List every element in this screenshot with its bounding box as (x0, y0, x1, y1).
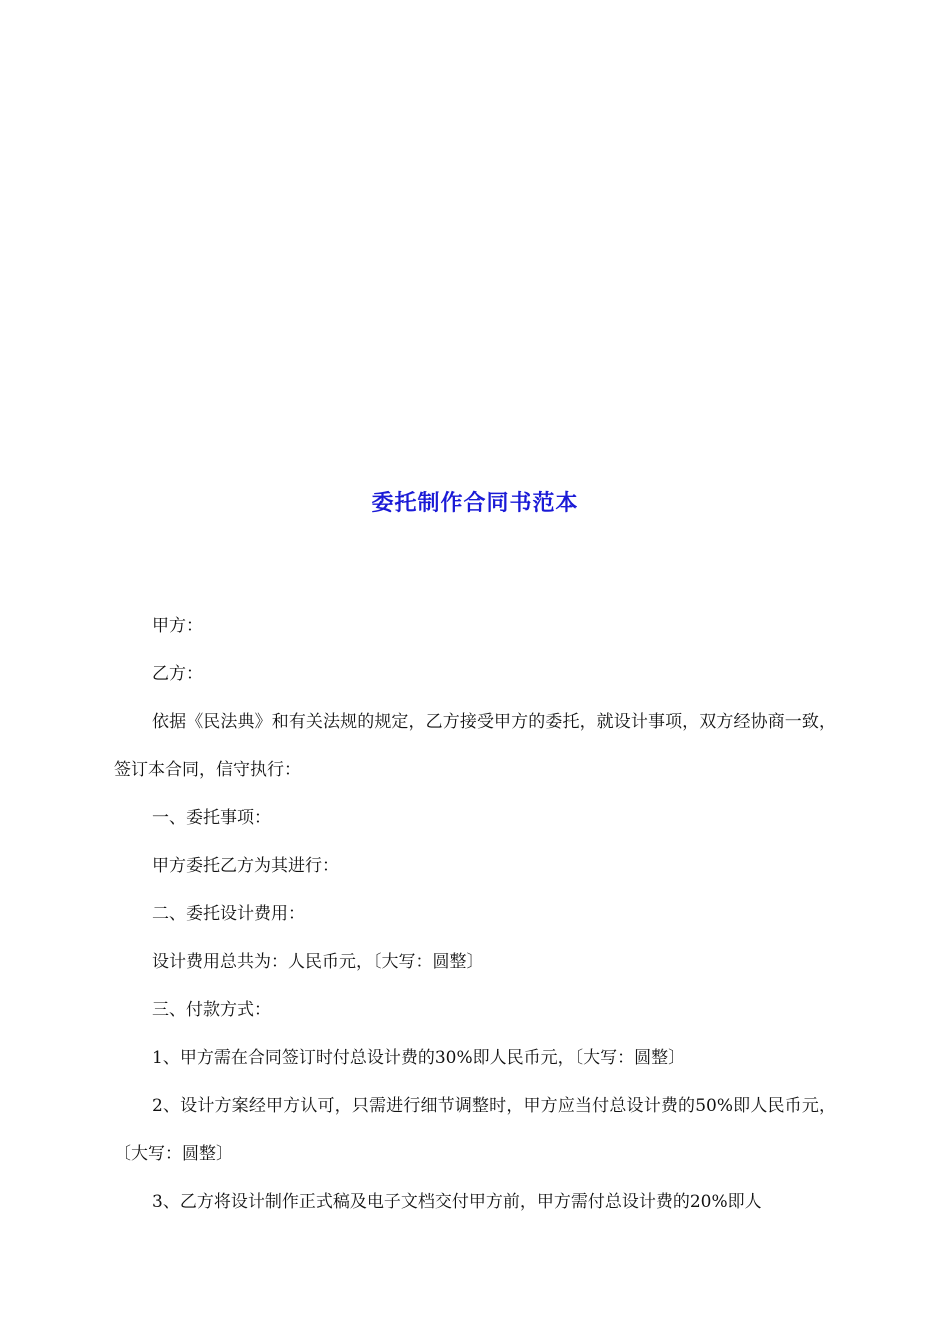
payment-item-1: 1、甲方需在合同签订时付总设计费的30%即人民币元，〔大写：圆整〕 (152, 1048, 686, 1068)
section-heading-payment: 三、付款方式： (152, 1000, 271, 1020)
party-b-line: 乙方： (152, 664, 203, 684)
preamble-paragraph: 依据《民法典》和有关法规的规定，乙方接受甲方的委托，就设计事项，双方经协商一致，签订本合同，信守执行： (114, 712, 836, 780)
section-heading-fees: 二、委托设计费用： (152, 904, 305, 924)
section-heading-commission: 一、委托事项： (152, 808, 271, 828)
fees-paragraph: 设计费用总共为：人民币元，〔大写：圆整〕 (152, 952, 484, 972)
document-title: 委托制作合同书范本 (371, 491, 579, 516)
payment-item-2: 2、设计方案经甲方认可，只需进行细节调整时，甲方应当付总设计费的50%即人民币元，〔大写：圆整〕 (114, 1096, 836, 1164)
commission-paragraph: 甲方委托乙方为其进行： (152, 856, 339, 876)
party-a-line: 甲方： (152, 616, 203, 636)
document-body (114, 602, 836, 1226)
payment-item-3: 3、乙方将设计制作正式稿及电子文档交付甲方前，甲方需付总设计费的20%即人 (152, 1192, 762, 1212)
